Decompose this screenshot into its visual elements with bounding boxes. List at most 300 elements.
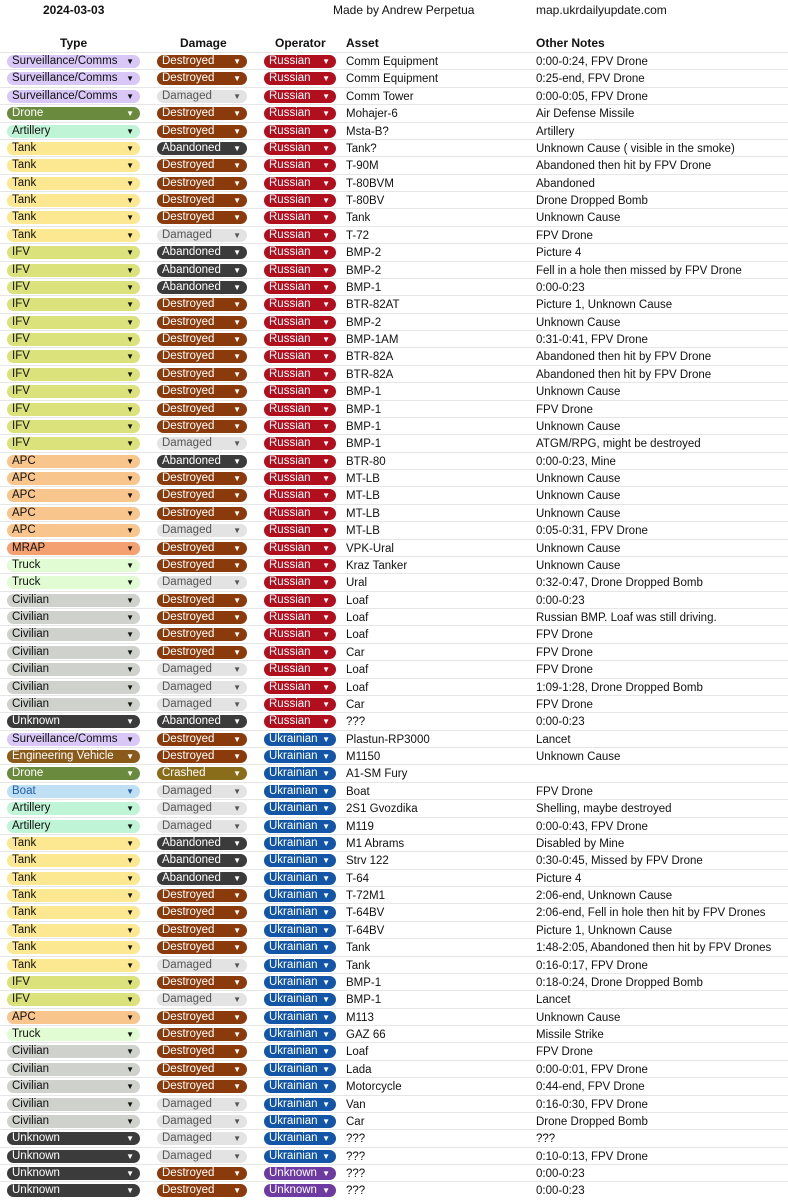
asset-cell: BMP-1 [346, 994, 382, 1007]
chevron-down-icon: ▼ [233, 1047, 241, 1057]
type-dropdown[interactable] [7, 646, 140, 659]
type-dropdown[interactable] [7, 455, 140, 468]
operator-dropdown[interactable] [264, 403, 336, 416]
damage-label: Destroyed [162, 367, 215, 380]
operator-dropdown[interactable] [264, 681, 336, 694]
damage-dropdown[interactable] [157, 524, 247, 537]
damage-dropdown[interactable] [157, 733, 247, 746]
table-row [0, 1025, 788, 1042]
operator-dropdown[interactable] [264, 159, 336, 172]
type-dropdown[interactable] [7, 611, 140, 624]
damage-dropdown[interactable] [157, 90, 247, 103]
operator-dropdown[interactable] [264, 316, 336, 329]
table-row [0, 625, 788, 642]
operator-dropdown[interactable] [264, 733, 336, 746]
operator-dropdown[interactable] [264, 229, 336, 242]
type-dropdown[interactable] [7, 437, 140, 450]
type-dropdown[interactable] [7, 211, 140, 224]
damage-dropdown[interactable] [157, 715, 247, 728]
damage-dropdown[interactable] [157, 107, 247, 120]
type-label: Civilian [12, 645, 50, 658]
damage-dropdown[interactable] [157, 125, 247, 138]
operator-dropdown[interactable] [264, 872, 336, 885]
operator-dropdown[interactable] [264, 194, 336, 207]
operator-dropdown[interactable] [264, 264, 336, 277]
operator-dropdown[interactable] [264, 542, 336, 555]
operator-dropdown[interactable] [264, 142, 336, 155]
type-dropdown[interactable] [7, 802, 140, 815]
chevron-down-icon: ▼ [233, 230, 241, 240]
damage-dropdown[interactable] [157, 316, 247, 329]
operator-dropdown[interactable] [264, 611, 336, 624]
damage-dropdown[interactable] [157, 993, 247, 1006]
damage-dropdown[interactable] [157, 611, 247, 624]
operator-label: Russian [269, 489, 311, 502]
chevron-down-icon: ▼ [126, 769, 134, 779]
damage-dropdown[interactable] [157, 889, 247, 902]
chevron-down-icon: ▼ [322, 317, 330, 327]
damage-dropdown[interactable] [157, 455, 247, 468]
type-dropdown[interactable] [7, 889, 140, 902]
chevron-down-icon: ▼ [322, 595, 330, 605]
damage-dropdown[interactable] [157, 681, 247, 694]
type-dropdown[interactable] [7, 350, 140, 363]
chevron-down-icon: ▼ [126, 925, 134, 935]
operator-dropdown[interactable] [264, 906, 336, 919]
operator-dropdown[interactable] [264, 837, 336, 850]
notes-cell: Abandoned then hit by FPV Drone [536, 368, 712, 381]
damage-label: Damaged [162, 819, 212, 832]
type-dropdown[interactable] [7, 55, 140, 68]
operator-dropdown[interactable] [264, 1011, 336, 1024]
operator-dropdown[interactable] [264, 959, 336, 972]
damage-dropdown[interactable] [157, 368, 247, 381]
chevron-down-icon: ▼ [322, 74, 330, 84]
damage-dropdown[interactable] [157, 403, 247, 416]
operator-dropdown[interactable] [264, 820, 336, 833]
damage-dropdown[interactable] [157, 559, 247, 572]
notes-cell: Unknown Cause [536, 751, 621, 763]
author-credit: Made by Andrew Perpetua [333, 3, 475, 17]
operator-dropdown[interactable] [264, 976, 336, 989]
operator-dropdown[interactable] [264, 698, 336, 711]
type-dropdown[interactable] [7, 854, 140, 867]
operator-dropdown[interactable] [264, 802, 336, 815]
damage-dropdown[interactable] [157, 159, 247, 172]
type-dropdown[interactable] [7, 1150, 140, 1163]
chevron-down-icon: ▼ [126, 1082, 134, 1092]
operator-dropdown[interactable] [264, 628, 336, 641]
damage-label: Damaged [162, 89, 212, 102]
operator-dropdown[interactable] [264, 298, 336, 311]
damage-dropdown[interactable] [157, 924, 247, 937]
table-row [0, 504, 788, 521]
chevron-down-icon: ▼ [126, 995, 134, 1005]
chevron-down-icon: ▼ [322, 752, 330, 761]
type-dropdown[interactable] [7, 472, 140, 485]
type-dropdown[interactable] [7, 489, 140, 502]
operator-dropdown[interactable] [264, 72, 336, 85]
operator-dropdown[interactable] [264, 1063, 336, 1076]
type-dropdown[interactable] [7, 333, 140, 346]
operator-dropdown[interactable] [264, 507, 336, 520]
chevron-down-icon: ▼ [322, 265, 330, 275]
damage-dropdown[interactable] [157, 333, 247, 346]
type-dropdown[interactable] [7, 316, 140, 329]
type-dropdown[interactable] [7, 524, 140, 537]
operator-dropdown[interactable] [264, 489, 336, 502]
operator-dropdown[interactable] [264, 1045, 336, 1058]
damage-dropdown[interactable] [157, 507, 247, 520]
type-dropdown[interactable] [7, 1080, 140, 1093]
damage-label: Destroyed [162, 385, 215, 398]
damage-dropdown[interactable] [157, 142, 247, 155]
damage-label: Abandoned [162, 836, 221, 849]
asset-cell: Loaf [346, 664, 369, 677]
type-label: Tank [12, 159, 37, 172]
damage-dropdown[interactable] [157, 1098, 247, 1111]
operator-dropdown[interactable] [264, 715, 336, 728]
damage-label: Damaged [162, 993, 212, 1006]
damage-dropdown[interactable] [157, 1115, 247, 1128]
operator-dropdown[interactable] [264, 993, 336, 1006]
operator-dropdown[interactable] [264, 1115, 336, 1128]
damage-dropdown[interactable] [157, 663, 247, 676]
chevron-down-icon: ▼ [126, 960, 134, 970]
type-dropdown[interactable] [7, 72, 140, 85]
notes-cell: FPV Drone [536, 1046, 593, 1059]
type-dropdown[interactable] [7, 1132, 140, 1145]
chevron-down-icon: ▼ [126, 57, 134, 66]
notes-cell: Unknown Cause [536, 490, 621, 503]
asset-cell: BMP-1 [346, 420, 382, 433]
damage-dropdown[interactable] [157, 1132, 247, 1145]
type-label: Drone [12, 107, 44, 120]
damage-label: Abandoned [162, 871, 221, 884]
operator-dropdown[interactable] [264, 455, 336, 468]
type-dropdown[interactable] [7, 507, 140, 520]
damage-dropdown[interactable] [157, 872, 247, 885]
type-dropdown[interactable] [7, 924, 140, 937]
damage-dropdown[interactable] [157, 1028, 247, 1041]
damage-dropdown[interactable] [157, 820, 247, 833]
type-dropdown[interactable] [7, 1045, 140, 1058]
damage-dropdown[interactable] [157, 976, 247, 989]
asset-cell: BMP-1 [346, 976, 382, 989]
damage-label: Destroyed [162, 159, 215, 172]
damage-dropdown[interactable] [157, 906, 247, 919]
operator-dropdown[interactable] [264, 125, 336, 138]
operator-dropdown[interactable] [264, 785, 336, 798]
damage-dropdown[interactable] [157, 385, 247, 398]
damage-label: Destroyed [162, 1080, 215, 1093]
type-dropdown[interactable] [7, 559, 140, 572]
type-dropdown[interactable] [7, 246, 140, 259]
type-dropdown[interactable] [7, 1098, 140, 1111]
damage-dropdown[interactable] [157, 785, 247, 798]
operator-dropdown[interactable] [264, 941, 336, 954]
operator-dropdown[interactable] [264, 1150, 336, 1163]
operator-label: Russian [269, 472, 311, 484]
operator-dropdown[interactable] [264, 750, 336, 763]
operator-label: Ukrainian [269, 1010, 318, 1023]
notes-cell: Unknown Cause [536, 542, 621, 555]
type-dropdown[interactable] [7, 125, 140, 138]
type-dropdown[interactable] [7, 542, 140, 555]
type-dropdown[interactable] [7, 993, 140, 1006]
column-header-damage[interactable]: Damage [180, 36, 227, 50]
damage-dropdown[interactable] [157, 1045, 247, 1058]
chevron-down-icon: ▼ [233, 109, 241, 119]
operator-dropdown[interactable] [264, 1028, 336, 1041]
chevron-down-icon: ▼ [322, 1099, 330, 1109]
operator-dropdown[interactable] [264, 1132, 336, 1145]
operator-dropdown[interactable] [264, 420, 336, 433]
damage-dropdown[interactable] [157, 229, 247, 242]
notes-cell: Picture 4 [536, 872, 582, 885]
damage-dropdown[interactable] [157, 959, 247, 972]
chevron-down-icon: ▼ [322, 1134, 330, 1144]
damage-dropdown[interactable] [157, 1080, 247, 1093]
operator-dropdown[interactable] [264, 924, 336, 937]
type-label: Tank [12, 871, 37, 884]
table-row [0, 139, 788, 156]
damage-dropdown[interactable] [157, 1184, 247, 1197]
type-dropdown[interactable] [7, 194, 140, 207]
operator-dropdown[interactable] [264, 889, 336, 902]
asset-cell: Plastun-RP3000 [346, 733, 430, 746]
chevron-down-icon: ▼ [233, 335, 241, 344]
operator-dropdown[interactable] [264, 90, 336, 103]
operator-dropdown[interactable] [264, 767, 336, 780]
type-dropdown[interactable] [7, 941, 140, 954]
type-dropdown[interactable] [7, 820, 140, 833]
notes-cell: Abandoned [536, 177, 595, 190]
operator-dropdown[interactable] [264, 646, 336, 659]
damage-dropdown[interactable] [157, 767, 247, 780]
type-dropdown[interactable] [7, 264, 140, 277]
notes-cell: Picture 1, Unknown Cause [536, 924, 673, 937]
operator-dropdown[interactable] [264, 472, 336, 485]
operator-dropdown[interactable] [264, 281, 336, 294]
table-row [0, 938, 788, 955]
type-dropdown[interactable] [7, 403, 140, 416]
chevron-down-icon: ▼ [233, 1151, 241, 1161]
type-dropdown[interactable] [7, 1167, 140, 1180]
type-dropdown[interactable] [7, 906, 140, 919]
type-dropdown[interactable] [7, 385, 140, 398]
type-dropdown[interactable] [7, 733, 140, 746]
damage-dropdown[interactable] [157, 646, 247, 659]
column-header-operator[interactable]: Operator [275, 36, 326, 50]
damage-label: Destroyed [162, 333, 215, 345]
damage-dropdown[interactable] [157, 55, 247, 68]
type-dropdown[interactable] [7, 281, 140, 294]
operator-dropdown[interactable] [264, 177, 336, 190]
asset-cell: Comm Tower [346, 90, 414, 103]
damage-dropdown[interactable] [157, 542, 247, 555]
table-row [0, 539, 788, 556]
damage-dropdown[interactable] [157, 1063, 247, 1076]
chevron-down-icon: ▼ [233, 804, 241, 814]
type-label: IFV [12, 350, 30, 363]
operator-label: Russian [269, 367, 311, 380]
asset-cell: Kraz Tanker [346, 559, 408, 572]
column-header-notes[interactable]: Other Notes [536, 36, 605, 50]
damage-dropdown[interactable] [157, 1011, 247, 1024]
damage-dropdown[interactable] [157, 298, 247, 311]
operator-dropdown[interactable] [264, 1184, 336, 1197]
damage-label: Destroyed [162, 315, 215, 328]
damage-dropdown[interactable] [157, 281, 247, 294]
damage-dropdown[interactable] [157, 941, 247, 954]
column-header-asset[interactable]: Asset [346, 36, 379, 50]
type-dropdown[interactable] [7, 698, 140, 711]
type-dropdown[interactable] [7, 976, 140, 989]
damage-dropdown[interactable] [157, 437, 247, 450]
chevron-down-icon: ▼ [322, 335, 330, 344]
operator-label: Russian [269, 72, 311, 85]
operator-dropdown[interactable] [264, 368, 336, 381]
chevron-down-icon: ▼ [233, 352, 241, 362]
chevron-down-icon: ▼ [322, 143, 330, 153]
type-dropdown[interactable] [7, 1011, 140, 1024]
type-label: Tank [12, 141, 37, 154]
notes-cell: Shelling, maybe destroyed [536, 803, 672, 816]
damage-dropdown[interactable] [157, 246, 247, 259]
type-dropdown[interactable] [7, 159, 140, 172]
damage-dropdown[interactable] [157, 594, 247, 607]
damage-dropdown[interactable] [157, 72, 247, 85]
asset-cell: Loaf [346, 612, 369, 624]
notes-cell: 0:25-end, FPV Drone [536, 73, 645, 86]
operator-dropdown[interactable] [264, 576, 336, 589]
type-dropdown[interactable] [7, 715, 140, 728]
damage-label: Destroyed [162, 489, 215, 502]
type-dropdown[interactable] [7, 1063, 140, 1076]
type-dropdown[interactable] [7, 298, 140, 311]
type-label: Civilian [12, 697, 50, 710]
operator-dropdown[interactable] [264, 246, 336, 259]
asset-cell: Loaf [346, 681, 369, 694]
damage-dropdown[interactable] [157, 350, 247, 363]
operator-dropdown[interactable] [264, 55, 336, 68]
type-dropdown[interactable] [7, 1115, 140, 1128]
type-dropdown[interactable] [7, 90, 140, 103]
type-dropdown[interactable] [7, 368, 140, 381]
operator-dropdown[interactable] [264, 107, 336, 120]
asset-cell: Loaf [346, 594, 369, 607]
operator-dropdown[interactable] [264, 594, 336, 607]
notes-cell: Picture 1, Unknown Cause [536, 299, 673, 312]
chevron-down-icon: ▼ [233, 508, 241, 518]
operator-dropdown[interactable] [264, 663, 336, 676]
damage-dropdown[interactable] [157, 194, 247, 207]
operator-dropdown[interactable] [264, 1167, 336, 1180]
operator-dropdown[interactable] [264, 437, 336, 450]
table-row [0, 956, 788, 973]
operator-label: Ukrainian [269, 1062, 318, 1075]
damage-dropdown[interactable] [157, 1167, 247, 1180]
type-dropdown[interactable] [7, 872, 140, 885]
damage-dropdown[interactable] [157, 472, 247, 485]
type-label: Civilian [12, 1080, 50, 1093]
operator-label: Ukrainian [269, 941, 318, 954]
damage-dropdown[interactable] [157, 750, 247, 763]
operator-dropdown[interactable] [264, 211, 336, 224]
operator-dropdown[interactable] [264, 1080, 336, 1093]
damage-dropdown[interactable] [157, 1150, 247, 1163]
damage-dropdown[interactable] [157, 854, 247, 867]
damage-dropdown[interactable] [157, 177, 247, 190]
type-dropdown[interactable] [7, 837, 140, 850]
type-dropdown[interactable] [7, 142, 140, 155]
damage-dropdown[interactable] [157, 698, 247, 711]
chevron-down-icon: ▼ [322, 977, 330, 987]
type-dropdown[interactable] [7, 1184, 140, 1197]
operator-dropdown[interactable] [264, 333, 336, 346]
operator-dropdown[interactable] [264, 559, 336, 572]
type-dropdown[interactable] [7, 681, 140, 694]
damage-dropdown[interactable] [157, 264, 247, 277]
type-label: Unknown [12, 1184, 60, 1197]
operator-dropdown[interactable] [264, 385, 336, 398]
type-dropdown[interactable] [7, 420, 140, 433]
type-dropdown[interactable] [7, 177, 140, 190]
type-dropdown[interactable] [7, 959, 140, 972]
operator-dropdown[interactable] [264, 524, 336, 537]
damage-dropdown[interactable] [157, 489, 247, 502]
damage-label: Destroyed [162, 1062, 215, 1075]
operator-dropdown[interactable] [264, 854, 336, 867]
type-dropdown[interactable] [7, 628, 140, 641]
damage-label: Damaged [162, 437, 212, 450]
chevron-down-icon: ▼ [126, 404, 134, 414]
operator-dropdown[interactable] [264, 1098, 336, 1111]
notes-cell: FPV Drone [536, 698, 593, 711]
damage-dropdown[interactable] [157, 837, 247, 850]
damage-label: Destroyed [162, 750, 215, 762]
type-dropdown[interactable] [7, 767, 140, 780]
notes-cell: 0:32-0:47, Drone Dropped Bomb [536, 577, 703, 590]
damage-dropdown[interactable] [157, 576, 247, 589]
damage-dropdown[interactable] [157, 628, 247, 641]
damage-dropdown[interactable] [157, 211, 247, 224]
operator-dropdown[interactable] [264, 350, 336, 363]
operator-label: Ukrainian [269, 889, 318, 901]
damage-dropdown[interactable] [157, 420, 247, 433]
type-dropdown[interactable] [7, 1028, 140, 1041]
damage-dropdown[interactable] [157, 802, 247, 815]
damage-label: Destroyed [162, 645, 215, 658]
column-header-type[interactable]: Type [60, 36, 88, 50]
notes-cell: Fell in a hole then missed by FPV Drone [536, 264, 742, 277]
type-dropdown[interactable] [7, 107, 140, 120]
asset-cell: Boat [346, 785, 370, 798]
type-dropdown[interactable] [7, 594, 140, 607]
type-label: APC [12, 524, 36, 537]
type-dropdown[interactable] [7, 229, 140, 242]
chevron-down-icon: ▼ [322, 821, 330, 831]
type-dropdown[interactable] [7, 785, 140, 798]
damage-label: Destroyed [162, 611, 215, 623]
asset-cell: GAZ 66 [346, 1029, 386, 1041]
type-dropdown[interactable] [7, 750, 140, 763]
asset-cell: BTR-80 [346, 455, 386, 468]
type-dropdown[interactable] [7, 663, 140, 676]
operator-label: Russian [269, 176, 311, 189]
type-dropdown[interactable] [7, 576, 140, 589]
